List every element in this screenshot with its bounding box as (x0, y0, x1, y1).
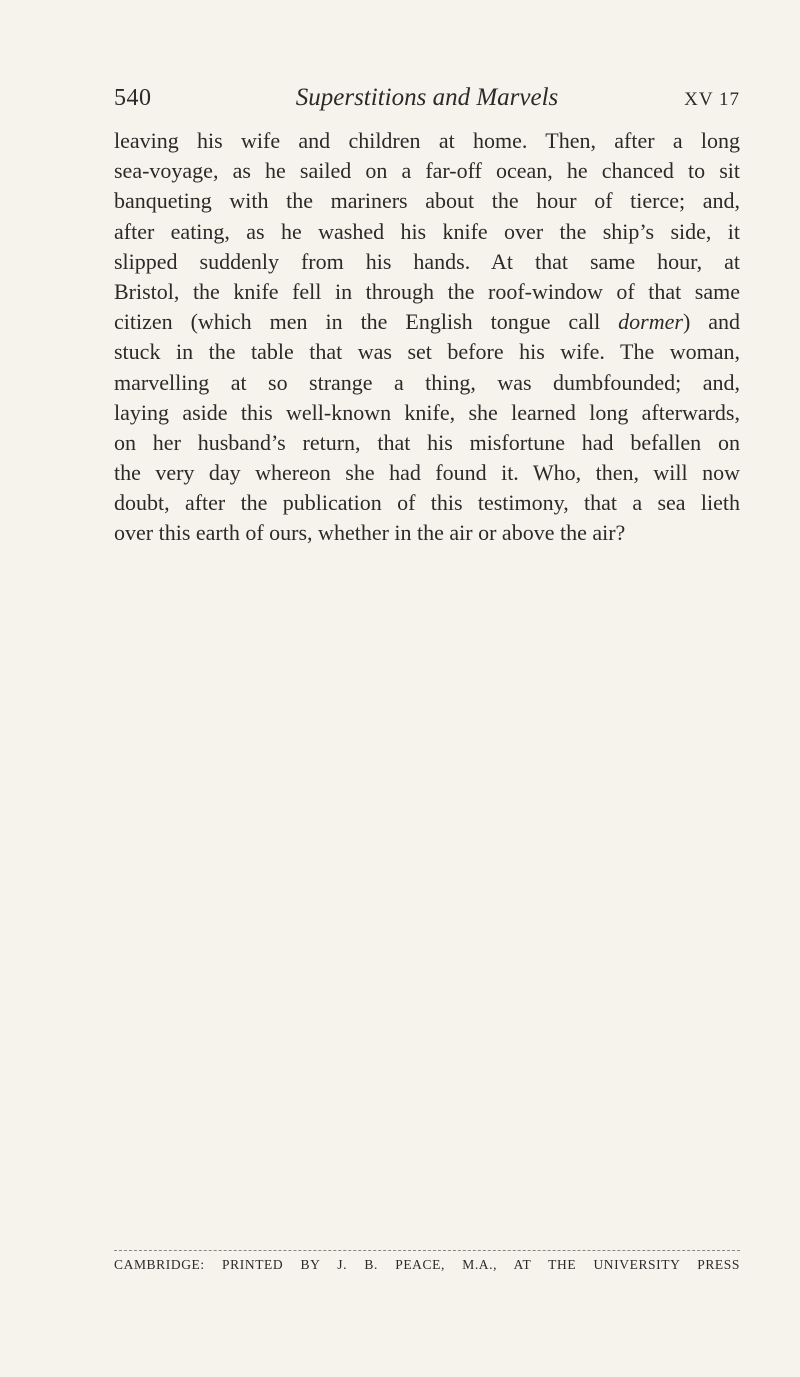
text-segment: ) and (682, 309, 740, 335)
text-segment: citizen (which men in the English tongue call (114, 309, 619, 335)
running-title: Superstitions and Marvels (295, 84, 559, 111)
text-line: on her husband’s return, that his misfortune had befallen on (114, 429, 740, 455)
page-number: 540 (114, 85, 152, 111)
text-line: after eating, as he washed his knife over the ship’s side, it (114, 218, 740, 244)
running-head (114, 78, 740, 118)
text-line: banqueting with the mariners about the hour of tierce; and, (114, 188, 740, 214)
text-line: leaving his wife and children at home. Then, after a long (114, 128, 740, 153)
imprint-text: CAMBRIDGE: PRINTED BY J. B. PEACE, M.A., AT THE UNIVERSITY PRESS (114, 1257, 740, 1272)
text-line: laying aside this well-known knife, she learned long afterwards, (114, 399, 740, 425)
text-line: Bristol, the knife fell in through the roof-window of that same (114, 278, 740, 304)
text-line: stuck in the table that was set before his wife. The woman, (114, 339, 740, 365)
printer-imprint (114, 1250, 740, 1273)
imprint-rule (114, 1250, 740, 1251)
italic-term: dormer (618, 309, 683, 335)
text-line: sea-voyage, as he sailed on a far-off ocean, he chanced to sit (114, 158, 740, 184)
text-line-last: over this earth of ours, whether in the air or above the air? (114, 520, 626, 546)
chapter-mark: XV 17 (684, 89, 740, 110)
text-line (114, 307, 740, 337)
text-line: the very day whereon she had found it. Who, then, will now (114, 460, 740, 486)
body-text (114, 126, 740, 549)
text-line: slipped suddenly from his hands. At that same hour, at (114, 248, 740, 274)
text-line: marvelling at so strange a thing, was dumbfounded; and, (114, 369, 740, 395)
text-line: doubt, after the publication of this testimony, that a sea lieth (114, 490, 740, 516)
